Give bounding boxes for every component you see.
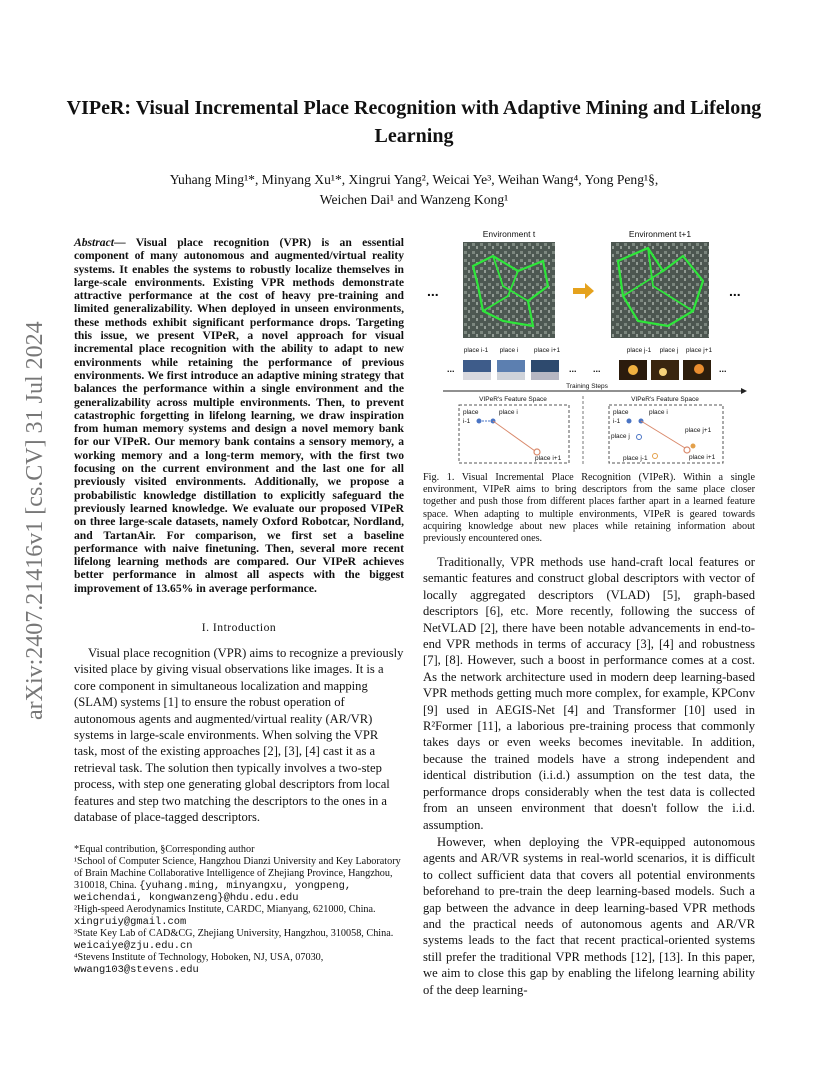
place-i-plus-1-label: place i+1: [533, 347, 561, 354]
fs-right-jp1-text: place j+1: [685, 427, 712, 434]
figure-1: [423, 226, 755, 466]
abstract-text: — Visual place recognition (VPR) is an essential component of many autonomous and augmented/virtual reality systems. It enables the systems to robustly localize themselves in large-scale environments. Existing VPR methods demonstrate attractive performance at the cost of heavy pre-training and limited generalizability. When deployed in unseen environments, these methods exhibit significant performance drops. Targeting this issue, we present VIPeR, a novel approach for visual incremental place recognition with the ability to adapt to new environments while retaining the performance of previous environments. We first introduce an adaptive mining strategy that balances the performance within a single environment and the generalizability across multiple environments. Then, to prevent catastrophic forgetting in lifelong learning, we draw inspiration from human memory systems and design a novel memory bank for our VIPeR. Our memory bank contains a sensory memory, a working memory and a long-term memory, with the first two focusing on the current environment and the last one for all previously visited environments. Additionally, we propose a probabilistic knowledge distillation to explicitly safeguard the previously learned knowledge. We evaluate our proposed VIPeR on three large-scale datasets, namely Oxford Robotcar, Nordland, and TartanAir. For comparison, we first set a baseline performance with naive finetuning. Then, several more recent lifelong learning methods are compared. Our VIPeR achieves better performance in almost all aspects with the biggest improvement of 13.65% in average performance.: [74, 236, 404, 595]
authors-line-2: Weichen Dai¹ and Wanzeng Kong¹: [319, 192, 509, 207]
fs-right-jm1-text: place j-1: [623, 455, 648, 462]
arrow-icon: [573, 283, 594, 299]
figure-caption: Fig. 1. Visual Incremental Place Recognition (VIPeR). Within a single environment, VIPeR aims to bring descriptors from the same place closer together and push those from different places farther apart in a learned feature space. When adapting to multiple environments, VIPeR is geared towards acquiring knowledge about new places while retaining information about previously encountered ones.: [423, 472, 755, 545]
dots-thumbs-mid-2: ...: [593, 364, 601, 374]
place-j-label: place j: [659, 347, 679, 354]
fs-left-ip1-text: place i+1: [535, 455, 562, 462]
fs-right-ip1-text: place i+1: [689, 454, 716, 461]
dots-thumbs-right: ...: [719, 364, 727, 374]
place-i-minus-1-label: place i-1: [463, 347, 489, 354]
fs-right-place-text: place: [613, 409, 629, 416]
dots-right: ...: [729, 283, 741, 299]
dots-left: ...: [427, 283, 439, 299]
footnote-affil-4: ⁴Stevens Institute of Technology, Hoboken, NJ, USA, 07030, wwang103@stevens.edu: [74, 952, 324, 976]
section-heading: I. Introduction: [201, 621, 277, 634]
abstract-label: Abstract: [74, 236, 114, 249]
dots-thumbs-left: ...: [447, 364, 455, 374]
footnote-equal: *Equal contribution, §Corresponding author: [74, 844, 255, 855]
footnotes: [74, 844, 404, 976]
authors-line-1: Yuhang Ming¹*, Minyang Xu¹*, Xingrui Yang², Weicai Ye³, Weihan Wang⁴, Yong Peng¹§,: [169, 172, 659, 187]
right-paragraph-2: However, when deploying the VPR-equipped autonomous agents and AR/VR systems in real-world scenarios, it is difficult to collect sufficient data that covers all potential environments beforehand to pre-train the deep learning-based models. Such a gap between the advance in deep learning-based VPR methods and the practical needs of autonomous agents and AR/VR systems leads to the fact that recent practical-oriented systems still prefer the traditional VPR methods [12], [13]. In this paper, we aim to close this gap by enabling the lifelong learning ability of the deep learning-: [423, 835, 755, 997]
fs-right-im1-text: i-1: [613, 418, 621, 425]
footnote-affil-2: ²High-speed Aerodynamics Institute, CARDC, Mianyang, 621000, China. xingruiy@gmail.com: [74, 904, 376, 928]
fs-left-place-text: place: [463, 409, 479, 416]
right-paragraph-1: Traditionally, VPR methods use hand-craft local features or semantic features and construct global descriptors with vector of locally aggregated descriptors (VLAD) [5], graph-based descriptors [6], etc. More recently, following the success of NetVLAD [2], there have been notable advancements in end-to-end VPR methods in terms of accuracy [3], [4] and robustness [7], [8]. However, such a boost in performance comes at a cost. As the network architecture used in modern deep learning-based VPR methods getting much more complex, for example, KPConv [9] used in AEGIS-Net [4] and Transformer [10] used in R²Former [11], a laborious pre-training process that commonly takes days or even weeks becomes inevitable. In addition, because the trained models have a strong independent and identical distribution (i.i.d.) assumption on the test data, the performance drops considerably when the test data is collected from an unseen environment that doesn't follow the i.i.d. assumption.: [423, 555, 755, 832]
place-j-minus-1-label: place j-1: [626, 347, 652, 354]
map-environment-t: [463, 242, 555, 338]
arxiv-stamp: arXiv:2407.21416v1 [cs.CV] 31 Jul 2024: [22, 321, 48, 720]
thumbnails-environment-t: [463, 360, 559, 380]
feature-space-label-left: VIPeR's Feature Space: [479, 396, 547, 403]
place-j-plus-1-label: place j+1: [685, 347, 713, 354]
fs-right-j-text: place j: [611, 433, 630, 440]
thumbnails-environment-t1: [619, 360, 711, 380]
author-list: [90, 170, 738, 210]
training-steps-label: Training Steps: [566, 383, 608, 390]
env-t-label: Environment t: [482, 229, 536, 239]
map-environment-t1: [611, 242, 709, 338]
paper-title: VIPeR: Visual Incremental Place Recognition with Adaptive Mining and Lifelong Learning: [66, 97, 762, 147]
abstract: [74, 236, 404, 595]
footnote-affil-1: ¹School of Computer Science, Hangzhou Dianzi University and Key Laboratory of Brain Machine Collaborative Intelligence of Zhejiang Province, Hangzhou, 310018, China. {yuhang.ming, minyangxu, yongpeng, weichendai, kongwanzeng}@hdu.edu.edu: [74, 856, 401, 904]
fs-left-i-text: place i: [499, 409, 518, 416]
fs-right-i-text: place i: [649, 409, 668, 416]
feature-space-label-right: VIPeR's Feature Space: [631, 396, 699, 403]
intro-paragraph: Visual place recognition (VPR) aims to recognize a previously visited place by giving visual observations like images. It is a core component in simultaneous localization and mapping (SLAM) systems [1] to ensure the robust operation of autonomous agents and augmented/virtual reality (AR/VR) systems in large-scale environments. When solving the VPR task, most of the existing approaches [2], [3], [4] cast it as a retrieval task. The solution then typically involves a two-step process, with step one generating global descriptors from local features and step two matching the descriptors to the ones in a database of place-tagged descriptors.: [74, 646, 404, 825]
env-t1-label: Environment t+1: [628, 229, 692, 239]
dots-thumbs-mid: ...: [569, 364, 577, 374]
footnote-affil-3: ³State Key Lab of CAD&CG, Zhejiang University, Hangzhou, 310058, China. weicaiye@zju.edu.cn: [74, 928, 394, 952]
place-i-label: place i: [499, 347, 519, 354]
fs-left-im1-text: i-1: [463, 418, 471, 425]
